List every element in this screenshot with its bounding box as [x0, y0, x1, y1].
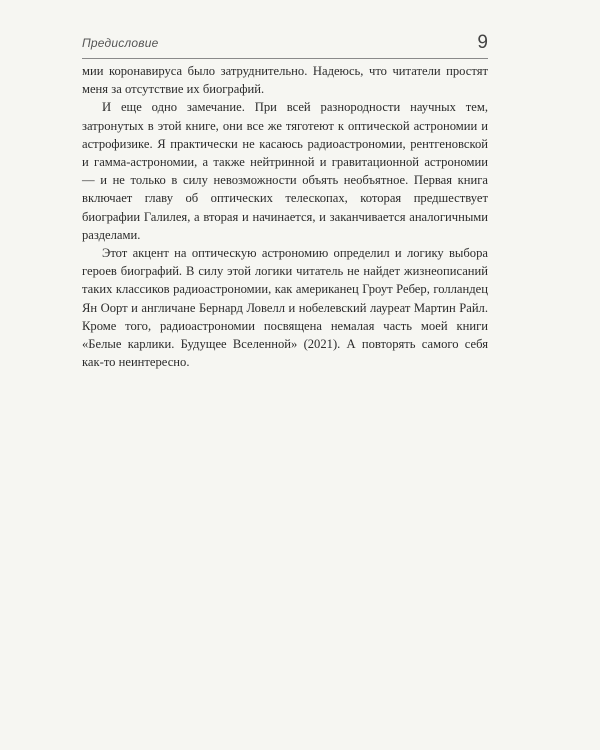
paragraph-continuation: мии коронавируса было затруднительно. Надеюсь, что читатели простят меня за отсутствие их биографий. [82, 64, 488, 97]
body-text [82, 62, 488, 371]
running-head: Предисловие [82, 36, 159, 50]
header-rule [82, 58, 488, 59]
paragraph: Этот акцент на оптическую астрономию определил и логику выбора героев биографий. В силу этой логики читатель не найдет жизнеописаний таких классиков радиоастрономии, как американец Гроут Ребер, голландец Ян Оорт и англичане Бернард Ловелл и нобелевский лауреат Мартин Райл. Кроме того, радиоастрономии посвящена немалая часть моей книги «Белые карлики. Будущее Вселенной» (2021). А повторять самого себя как-то неинтересно. [82, 246, 488, 370]
page-number: 9 [477, 32, 488, 53]
paragraph: И еще одно замечание. При всей разнородности научных тем, затронутых в этой книге, они все же тяготеют к оптической астрономии и астрофизике. Я практически не касаюсь радиоастрономии, рентгеновской и гамма-астрономии, а также нейтринной и гравитационной астрономии — и не только в силу невозможности объять необъятное. Первая книга включает главу об оптических телескопах, которая предшествует биографии Галилея, а вторая и начинается, и заканчивается аналогичными разделами. [82, 100, 488, 242]
page-header [82, 32, 488, 56]
